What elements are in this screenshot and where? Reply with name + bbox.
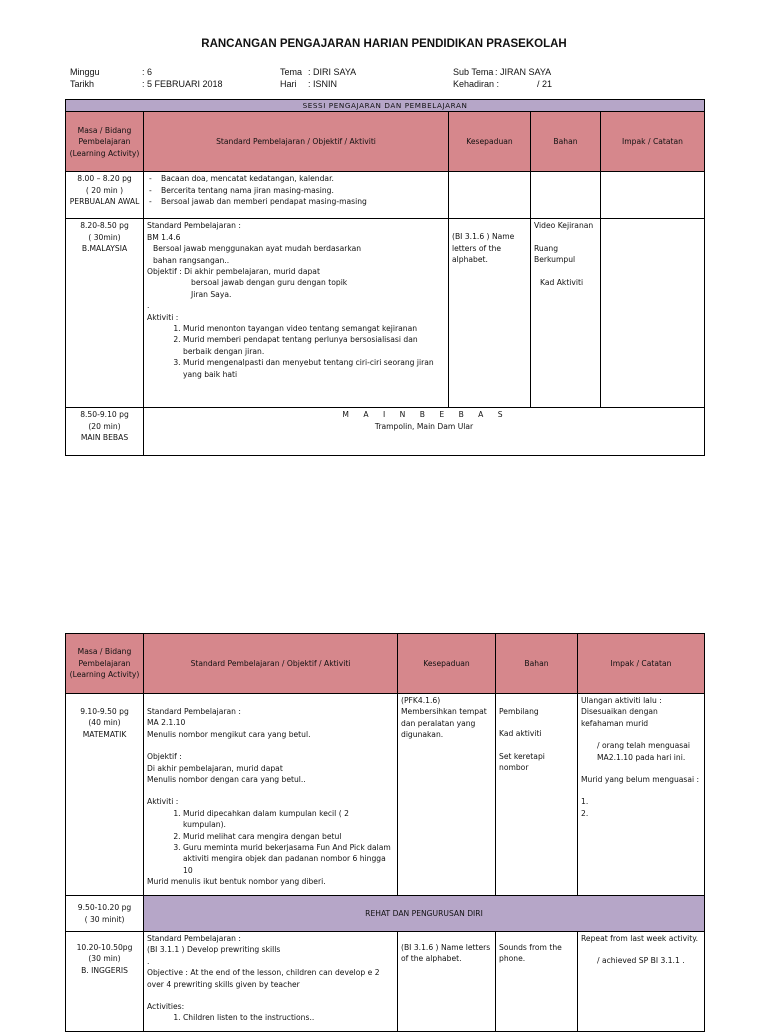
bahan-item: Ruang Berkumpul: [534, 243, 576, 265]
bahan-item: Kad Aktiviti: [540, 277, 584, 287]
rehat-title: REHAT DAN PENGURUSAN DIRI: [144, 896, 705, 932]
kesepaduan-text: (BI 3.1.6 ) Name letters of the alphabet.: [452, 232, 515, 265]
std-code: MA 2.1.10: [147, 718, 186, 728]
bahan-cell: [531, 219, 601, 408]
aktiviti-label: Aktiviti :: [147, 312, 179, 322]
activities-label: Activities:: [147, 1002, 185, 1012]
header-standard: Standard Pembelajaran / Objektif / Aktiviti: [144, 112, 449, 172]
subject-name: MATEMATIK: [82, 729, 127, 739]
hari-value: : ISNIN: [308, 79, 338, 89]
header-bahan: Bahan: [531, 112, 601, 172]
session-row: [66, 100, 705, 112]
duration: ( 30min): [88, 232, 121, 242]
objective: Jiran Saya.: [191, 289, 232, 299]
objective: Objektif : Di akhir pembelajaran, murid dapat: [147, 267, 320, 277]
std-label: Standard Pembelajaran :: [147, 707, 241, 716]
std-label: Standard Pembelajaran :: [147, 221, 241, 231]
bahan-item: Pembilang: [499, 707, 539, 716]
meta-tema-hari: [280, 66, 302, 90]
impak-text: / orang telah menguasai MA2.1.10 pada hari ini.: [597, 741, 690, 762]
impak-number: 1.: [581, 797, 589, 807]
meta-minggu-tarikh: [70, 66, 100, 90]
time-cell: [66, 172, 144, 219]
kehadiran-value: / 21: [537, 79, 553, 89]
objective-label: Objektif :: [147, 752, 182, 762]
impak-text: Repeat from last week activity.: [581, 934, 699, 943]
header-masa: Masa / Bidang Pembelajaran (Learning Activity): [66, 634, 144, 694]
impak-cell: [578, 694, 705, 896]
objective: Menulis nombor dengan cara yang betul..: [147, 775, 306, 785]
list-item: 3. Murid mengenalpasti dan menyebut tentang ciri-ciri seorang jiran yang baik hati: [183, 357, 445, 380]
dot: .: [147, 956, 150, 966]
header-kesepaduan: Kesepaduan: [449, 112, 531, 172]
tema-label: Tema: [280, 67, 303, 77]
time-cell: [66, 408, 144, 456]
main-bebas-title: M A I N B E B A S: [342, 410, 506, 420]
std-code: (BI 3.1.1 ) Develop prewriting skills: [147, 945, 281, 955]
row-perbualan-awal: [66, 172, 705, 219]
time-cell: [66, 932, 144, 1032]
meta-subtema-kehadiran: [453, 66, 499, 90]
minggu-value: : 6: [142, 67, 153, 77]
objective: Di akhir pembelajaran, murid dapat: [147, 763, 283, 773]
impak-text: Ulangan aktiviti lalu : Disesuaikan dengan kefahaman murid: [581, 696, 662, 728]
time: 10.20-10.50pg: [76, 943, 133, 952]
kesepaduan-text: (PFK4.1.6) Membersihkan tempat dan peralatan yang digunakan.: [401, 696, 487, 740]
subject-name: PERBUALAN AWAL: [69, 197, 140, 207]
header-impak: Impak / Catatan: [601, 112, 705, 172]
impak-cell: [601, 219, 705, 408]
bahan-item: Sounds from the phone.: [499, 943, 562, 964]
bahan-item: Kad aktiviti: [499, 729, 542, 739]
activity-list: [147, 173, 445, 207]
standard-cell: [144, 219, 449, 408]
bahan-cell: [496, 932, 578, 1032]
row-rehat: [66, 896, 705, 932]
list-item: 2. Murid memberi pendapat tentang perlunya bersosialisasi dan berbaik dengan jiran.: [183, 334, 445, 357]
minggu-label: Minggu: [70, 67, 100, 77]
bahan-item: Set keretapi nombor: [499, 751, 545, 773]
standard-cell: [144, 172, 449, 219]
list-item: 2. Murid melihat cara mengira dengan betul: [183, 831, 394, 842]
subject-name: MAIN BEBAS: [80, 433, 129, 443]
duration: (40 min): [88, 718, 121, 728]
meta-minggu-tarikh-values: [142, 66, 223, 90]
kehadiran-label: Kehadiran :: [453, 79, 500, 89]
kesepaduan-cell: [449, 219, 531, 408]
subject-name: B. INGGERIS: [81, 965, 128, 975]
std-code: BM 1.4.6: [147, 232, 181, 242]
std-desc: bahan rangsangan..: [153, 255, 230, 265]
objective: Objective : At the end of the lesson, children can develop e 2 over 4 prewriting skills given by teacher: [147, 968, 380, 989]
bahan-cell: [496, 694, 578, 896]
aktiviti-label: Aktiviti :: [147, 797, 179, 807]
time: 8.20-8.50 pg: [80, 221, 129, 231]
time: 8.00 – 8.20 pg: [77, 174, 132, 184]
header-standard: Standard Pembelajaran / Objektif / Aktiviti: [144, 634, 398, 694]
bahan-item: Video Kejiranan: [534, 221, 594, 231]
activity-list: [147, 1012, 394, 1023]
time-cell: [66, 694, 144, 896]
list-item: 1. Murid menonton tayangan video tentang semangat kejiranan: [183, 323, 445, 334]
impak-cell: [578, 932, 705, 1032]
row-binggeris: [66, 932, 705, 1032]
tarikh-label: Tarikh: [70, 79, 95, 89]
meta-kehadiran-value-wrap: [537, 78, 552, 90]
kesepaduan-cell: [398, 932, 496, 1032]
time-cell: [66, 219, 144, 408]
impak-number: 2.: [581, 808, 589, 818]
duration: ( 30 minit): [84, 914, 125, 924]
std-desc: Menulis nombor mengikut cara yang betul.: [147, 729, 311, 739]
header-impak: Impak / Catatan: [578, 634, 705, 694]
activity-list: [147, 323, 445, 380]
hari-label: Hari: [280, 79, 297, 89]
subtema-label: Sub Tema: [453, 67, 494, 77]
session-title: SESSI PENGAJARAN DAN PEMBELAJARAN: [66, 100, 705, 112]
standard-cell: [144, 694, 398, 896]
meta-tema-hari-values: [308, 66, 356, 90]
header-bahan: Bahan: [496, 634, 578, 694]
lesson-table-2: [65, 633, 705, 1032]
meta-subtema-value-wrap: [495, 66, 551, 78]
main-bebas-desc: Trampolin, Main Dam Ular: [374, 421, 474, 431]
row-matematik: [66, 694, 705, 896]
standard-cell: [144, 932, 398, 1032]
main-bebas-cell: [144, 408, 705, 456]
duration: ( 20 min ): [85, 185, 124, 195]
row-bmalaysia: [66, 219, 705, 408]
closing-text: Murid menulis ikut bentuk nombor yang diberi.: [147, 877, 326, 887]
impak-text: Murid yang belum menguasai :: [581, 775, 700, 785]
subject-name: B.MALAYSIA: [81, 244, 128, 254]
header-row: [66, 634, 705, 694]
list-item: - Bersoal jawab dan memberi pendapat masing-masing: [161, 196, 445, 207]
time: 8.50-9.10 pg: [80, 410, 129, 420]
impak-text: / achieved SP BI 3.1.1 .: [597, 956, 685, 966]
list-item: 1. Murid dipecahkan dalam kumpulan kecil ( 2 kumpulan).: [183, 808, 394, 831]
list-item: - Bercerita tentang nama jiran masing-masing.: [161, 185, 445, 196]
list-item: 1. Children listen to the instructions..: [183, 1012, 394, 1023]
std-desc: Bersoal jawab menggunakan ayat mudah berdasarkan: [153, 244, 362, 254]
objective: bersoal jawab dengan guru dengan topik: [191, 278, 348, 288]
time: 9.10-9.50 pg: [80, 707, 129, 716]
activity-list: [147, 808, 394, 876]
duration: (30 min): [88, 954, 121, 964]
duration: (20 min): [88, 421, 121, 431]
time: 9.50-10.20 pg: [77, 903, 132, 913]
header-row: [66, 112, 705, 172]
subtema-value: : JIRAN SAYA: [495, 67, 552, 77]
time-cell: [66, 896, 144, 932]
std-label: Standard Pembelajaran :: [147, 934, 241, 943]
bahan-cell: [531, 172, 601, 219]
row-main-bebas: [66, 408, 705, 456]
page-title: RANCANGAN PENGAJARAN HARIAN PENDIDIKAN PRASEKOLAH: [201, 38, 567, 50]
header-kesepaduan: Kesepaduan: [398, 634, 496, 694]
list-item: 3. Guru meminta murid bekerjasama Fun And Pick dalam aktiviti mengira objek dan padanan nombor 6 hingga 10: [183, 842, 394, 876]
impak-cell: [601, 172, 705, 219]
lesson-table-1: [65, 99, 705, 456]
kesepaduan-cell: [449, 172, 531, 219]
tarikh-value: : 5 FEBRUARI 2018: [142, 79, 223, 89]
dot: .: [147, 301, 150, 311]
header-masa: Masa / Bidang Pembelajaran (Learning Activity): [66, 112, 144, 172]
list-item: - Bacaan doa, mencatat kedatangan, kalendar.: [161, 173, 445, 184]
kesepaduan-cell: [398, 694, 496, 896]
kesepaduan-text: (BI 3.1.6 ) Name letters of the alphabet.: [401, 943, 491, 964]
tema-value: : DIRI SAYA: [308, 67, 357, 77]
